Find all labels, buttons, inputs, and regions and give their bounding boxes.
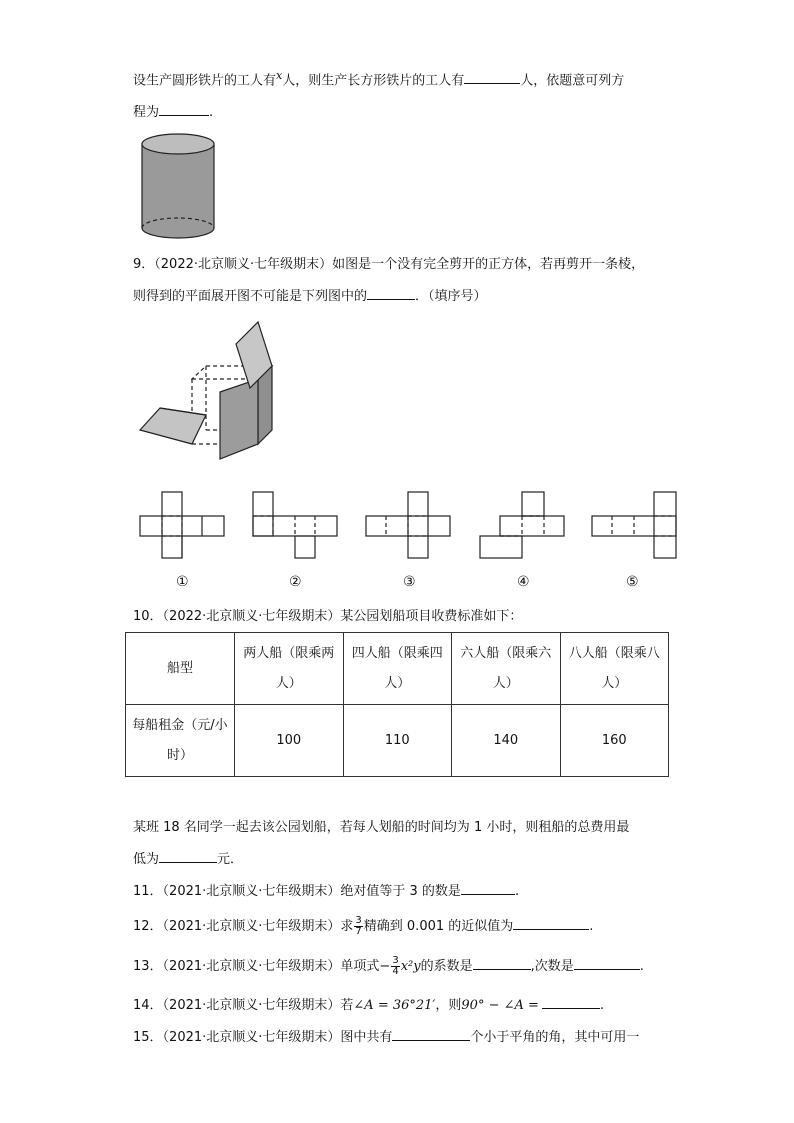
q14-line: 14．（2021·北京顺义·七年级期末）若∠A = 36°21′，则90° − ∠A = . — [133, 994, 604, 1016]
answer-blank[interactable] — [542, 994, 600, 1009]
q15-line: 15．（2021·北京顺义·七年级期末）图中共有 个小于平角的角，其中可用一 — [133, 1026, 639, 1048]
answer-blank[interactable] — [464, 69, 520, 84]
option-label-2: ② — [289, 574, 302, 590]
net-option-3 — [366, 492, 452, 558]
table-cell: 160 — [560, 705, 669, 777]
table-row — [126, 633, 669, 705]
answer-blank[interactable] — [367, 285, 415, 300]
table-header-cell: 船型 — [126, 633, 235, 705]
table-cell: 100 — [235, 705, 344, 777]
net-option-1 — [140, 492, 226, 558]
table-header-cell: 四人船（限乘四 人） — [343, 633, 452, 705]
answer-blank[interactable] — [392, 1026, 470, 1041]
answer-blank[interactable] — [461, 880, 515, 895]
table-cell: 每船租金（元/小 时） — [126, 705, 235, 777]
q9-line1: 9．（2022·北京顺义·七年级期末）如图是一个没有完全剪开的正方体，若再剪开一条棱， — [133, 257, 645, 272]
q8-line2: 程为 . — [133, 101, 213, 123]
q8-line1: 设生产圆形铁片的工人有$^x$人，则生产长方形铁片的工人有 人，依题意可列方 — [133, 69, 625, 89]
answer-blank[interactable] — [473, 955, 531, 970]
net-option-5 — [592, 492, 678, 558]
cylinder-figure — [138, 130, 218, 240]
table-row — [126, 705, 669, 777]
q13-line: 13．（2021·北京顺义·七年级期末）单项式− $\frac{3}{4}$ x²y的系数是 ,次数是 . — [133, 955, 644, 977]
answer-blank[interactable] — [159, 101, 209, 116]
answer-blank[interactable] — [513, 915, 589, 930]
option-label-1: ① — [176, 574, 189, 590]
option-label-5: ⑤ — [626, 574, 639, 590]
answer-blank[interactable] — [159, 848, 217, 863]
table-cell: 110 — [343, 705, 452, 777]
boat-fee-table — [125, 632, 669, 777]
q11-line: 11．（2021·北京顺义·七年级期末）绝对值等于 3 的数是 . — [133, 880, 519, 902]
table-header-cell: 六人船（限乘六 人） — [452, 633, 561, 705]
answer-blank[interactable] — [574, 955, 640, 970]
q10-line2: 低为 元． — [133, 848, 243, 870]
q9-line2: 则得到的平面展开图不可能是下列图中的 ．（填序号） — [133, 285, 487, 307]
option-label-3: ③ — [403, 574, 416, 590]
table-cell: 140 — [452, 705, 561, 777]
fraction: $\frac{3}{4}$ — [392, 955, 399, 977]
q10-line1: 某班 18 名同学一起去该公园划船，若每人划船的时间均为 1 小时，则租船的总费用最 — [133, 820, 630, 835]
table-header-cell: 八人船（限乘八 人） — [560, 633, 669, 705]
net-option-4 — [480, 492, 566, 558]
net-option-2 — [253, 492, 339, 558]
cut-cube-figure — [140, 322, 275, 462]
q12-line: 12．（2021·北京顺义·七年级期末）求 $\frac{3}{7}$ 精确到 0.001 的近似值为 . — [133, 915, 594, 937]
table-header-cell: 两人船（限乘两 人） — [235, 633, 344, 705]
option-label-4: ④ — [517, 574, 530, 590]
fraction: $\frac{3}{7}$ — [355, 915, 362, 937]
q10-intro: 10．（2022·北京顺义·七年级期末）某公园划船项目收费标准如下： — [133, 609, 523, 624]
